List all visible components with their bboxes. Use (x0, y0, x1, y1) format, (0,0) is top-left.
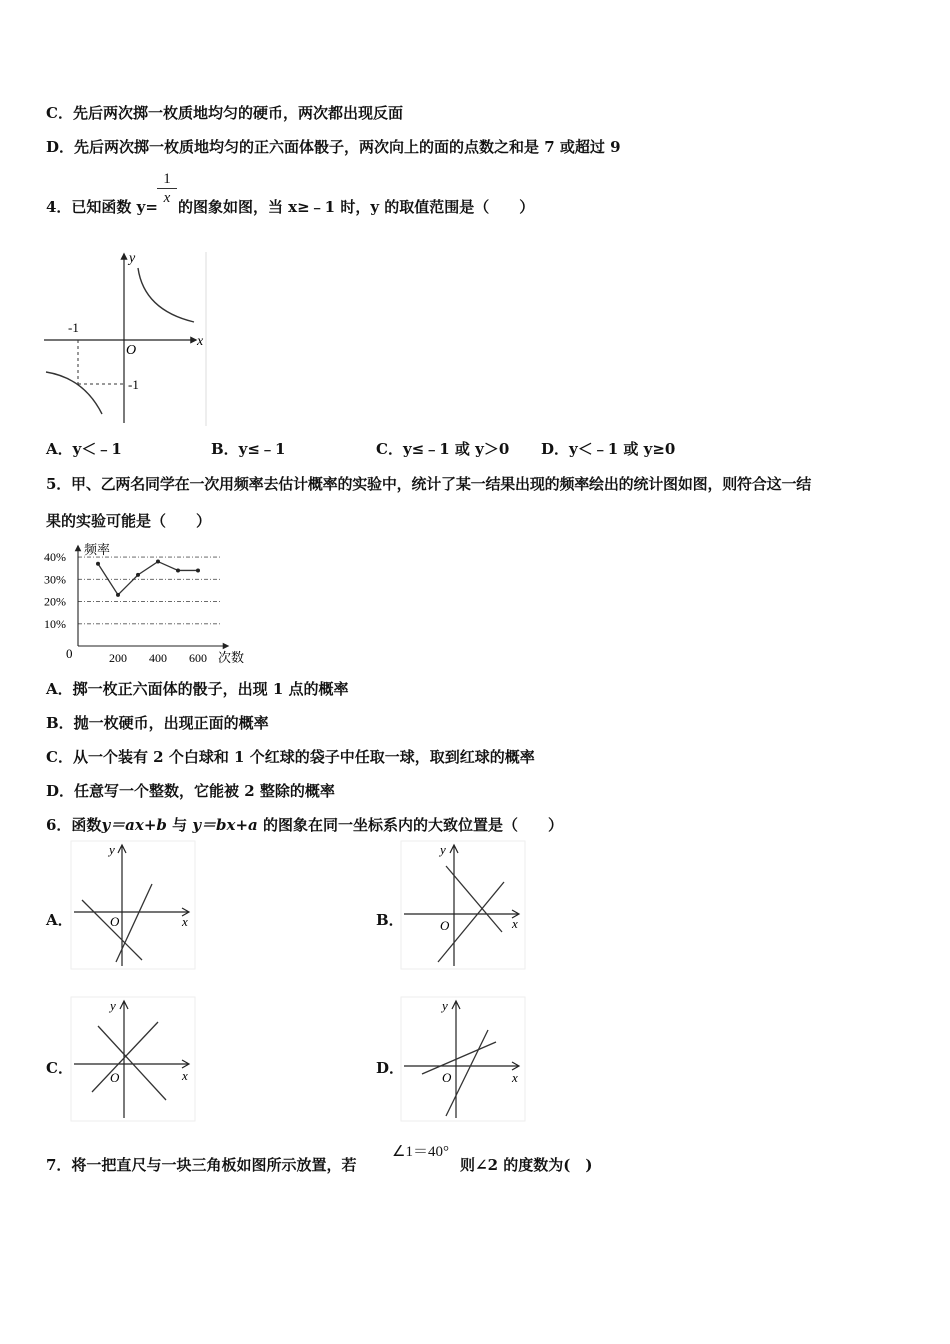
chart-y-label: 频率 (84, 542, 111, 557)
chart-y-tick-label: 20% (44, 594, 66, 609)
q6d-x-label: x (512, 1070, 518, 1085)
chart-y-tick-label: 40% (44, 550, 66, 565)
q6d-y-label: y (442, 998, 448, 1013)
q6b-origin-label: O (440, 918, 450, 933)
q4-fraction-denominator: x (157, 188, 177, 207)
q4-graph (44, 248, 210, 428)
q6-stem (46, 814, 563, 835)
chart-data-point (156, 560, 160, 564)
q4-y-label: y (129, 251, 136, 266)
chart-series-line (98, 562, 198, 595)
chart-data-point (96, 562, 100, 566)
q4-x-label: x (197, 334, 204, 349)
q4-option-c: C．y≤﹣1 或 y＞0 (376, 440, 510, 458)
q6-graph-a (70, 840, 196, 970)
q4-origin-label: O (126, 343, 137, 358)
chart-x-tick-label: 600 (189, 651, 207, 665)
q7-stem-before: 7．将一把直尺与一块三角板如图所示放置，若 (46, 1156, 357, 1174)
q6-function-1: y＝ax+b (101, 816, 167, 834)
q6-option-a-label: A． (46, 911, 73, 929)
q7-stem-after: 则∠2 的度数为( ) (460, 1156, 593, 1174)
q6b-x-label: x (512, 916, 518, 931)
q6-graph-c (70, 996, 196, 1122)
q3-option-d: D．先后两次掷一枚质地均匀的正六面体骰子，两次向上的面的点数之和是 7 或超过 9 (46, 138, 621, 156)
q6d-origin-label: O (442, 1070, 452, 1085)
q5-stem-line2: 果的实验可能是（ ） (46, 512, 212, 530)
q4-option-a: A．y＜﹣1 (46, 440, 122, 458)
chart-data-point (196, 568, 200, 572)
q4-fraction-numerator: 1 (163, 171, 171, 187)
q4-fraction (157, 170, 177, 207)
q6a-y-label: y (109, 842, 115, 857)
q6-function-2: y＝bx+a (192, 816, 258, 834)
q6-option-c-label: C． (46, 1059, 73, 1077)
q5-option-b: B．抛一枚硬币，出现正面的概率 (46, 714, 269, 732)
q3-option-c: C．先后两次掷一枚质地均匀的硬币，两次都出现反面 (46, 104, 403, 122)
q6c-y-label: y (110, 998, 116, 1013)
q5-stem-line1: 5．甲、乙两名同学在一次用频率去估计概率的实验中，统计了某一结果出现的频率绘出的统计图如图，则符合这一结 (46, 475, 812, 493)
q4-branch-upper (138, 268, 194, 322)
q6c-origin-label: O (110, 1070, 120, 1085)
chart-y-tick-label: 10% (44, 616, 66, 631)
chart-y-tick-label: 30% (44, 572, 66, 587)
chart-data-point (136, 573, 140, 577)
q5-option-d: D．任意写一个整数，它能被 2 整除的概率 (46, 782, 335, 800)
chart-data-point (176, 568, 180, 572)
q7-angle-expression: ∠1＝40° (392, 1144, 449, 1160)
q6-stem-suffix: 的图象在同一坐标系内的大致位置是（ ） (257, 816, 563, 834)
q5-option-c: C．从一个装有 2 个白球和 1 个红球的袋子中任取一球，取到红球的概率 (46, 748, 535, 766)
q6-graph-b (400, 840, 526, 970)
q6-option-d-label: D． (376, 1059, 405, 1077)
q6a-x-label: x (182, 914, 188, 929)
chart-x-tick-label: 400 (149, 651, 167, 665)
q6-graph-d (400, 996, 526, 1122)
q6-stem-prefix: 6．函数 (46, 816, 102, 834)
chart-x-label: 次数 (218, 650, 245, 665)
q5-frequency-chart (42, 538, 252, 668)
q6b-y-label: y (440, 842, 446, 857)
q4-stem (46, 196, 534, 217)
q6a-origin-label: O (110, 914, 120, 929)
q4-option-d: D．y＜﹣1 或 y≥0 (541, 440, 676, 458)
chart-x-tick-label: 200 (109, 651, 127, 665)
q4-stem-before: 4．已知函数 y= (46, 198, 158, 216)
q4-mark-y: -1 (128, 377, 139, 392)
q4-option-b: B．y≤﹣1 (211, 440, 286, 458)
q6c-x-label: x (182, 1068, 188, 1083)
q6-option-b-label: B． (376, 911, 404, 929)
chart-origin-label: 0 (66, 646, 73, 661)
chart-data-point (116, 593, 120, 597)
q4-branch-lower (46, 372, 102, 414)
q6-stem-mid: 与 (166, 816, 193, 834)
q5-option-a: A．掷一枚正六面体的骰子，出现 1 点的概率 (46, 680, 349, 698)
q4-mark-x: -1 (68, 320, 79, 335)
q4-stem-after: 的图象如图，当 x≥﹣1 时，y 的取值范围是（ ） (177, 198, 535, 216)
